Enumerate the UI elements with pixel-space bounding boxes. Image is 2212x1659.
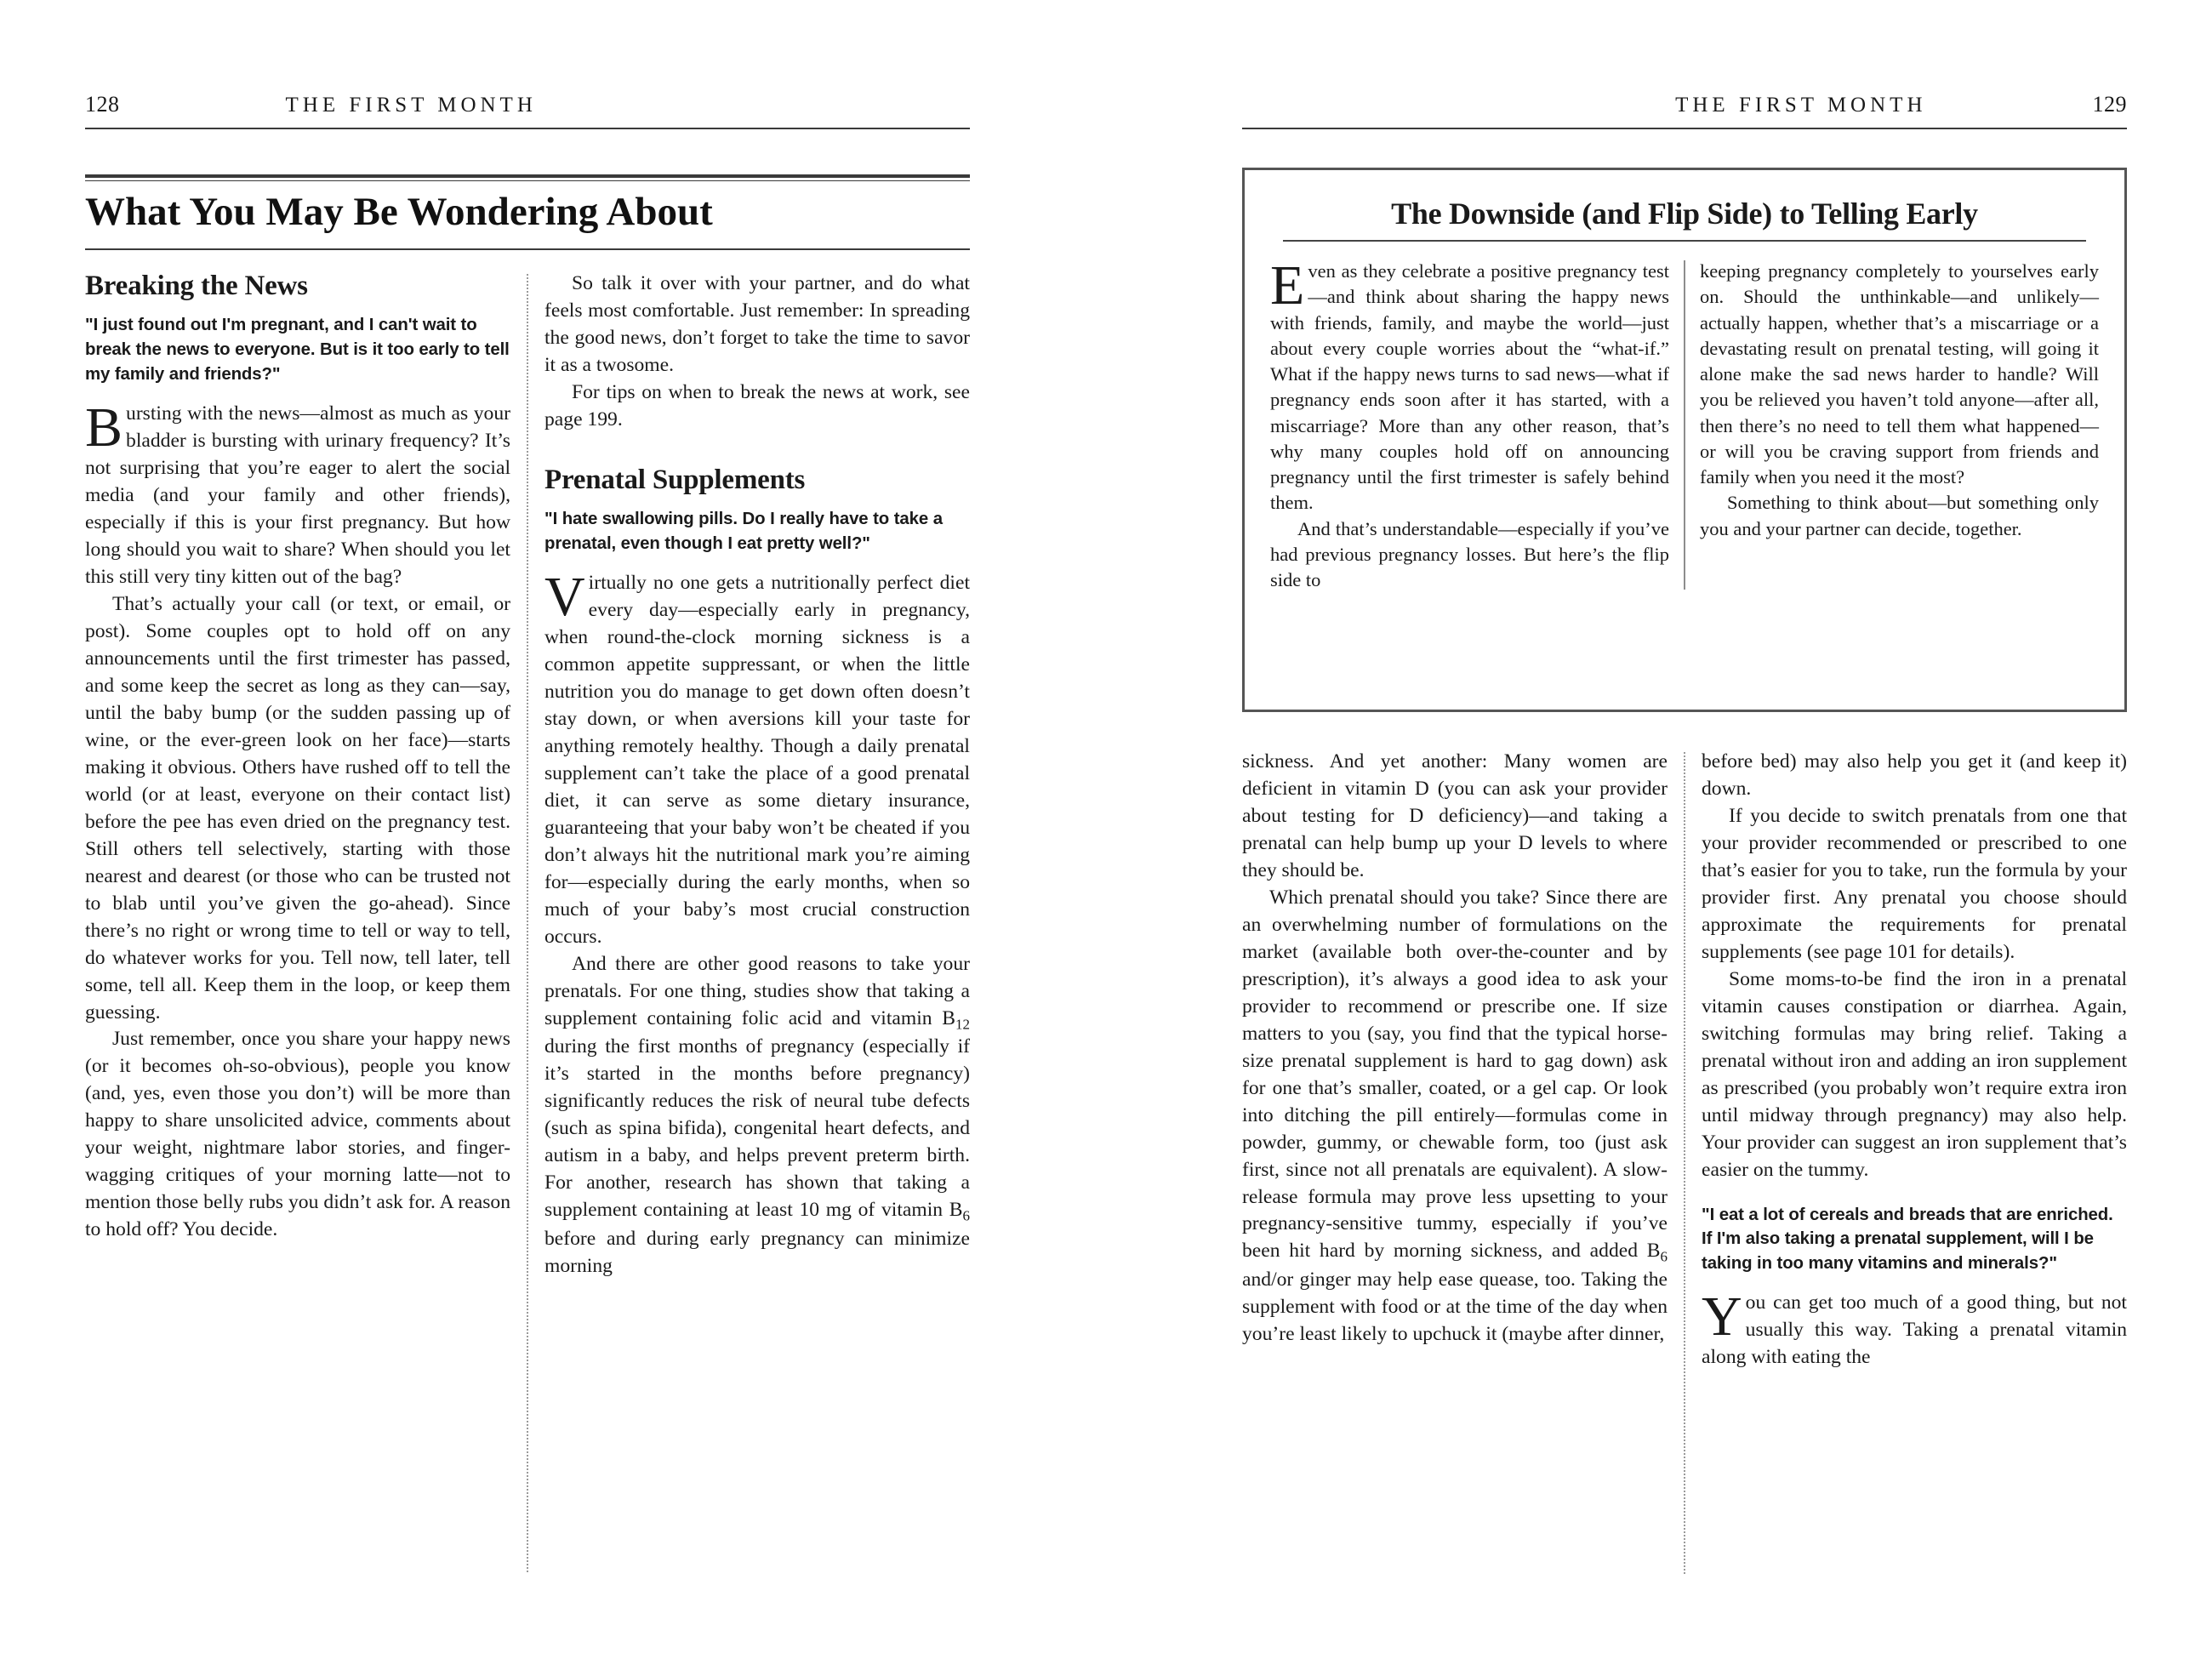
sidebar-box-downside-telling-early — [1242, 168, 2127, 712]
column-divider — [510, 271, 544, 1572]
subscript-12: 12 — [955, 1016, 970, 1033]
sidebar-box-title: The Downside (and Flip Side) to Telling Early — [1391, 197, 1978, 231]
paragraph: So talk it over with your partner, and do what feels most comfortable. Just remember: In spreading the good news, don’t forget to take the time to savor it as a twosome. — [544, 272, 970, 376]
reader-question-1: "I just found out I'm pregnant, and I can't wait to break the news to everyone. But is it too early to tell my family and friends?" — [85, 316, 510, 385]
column-1-right — [1242, 749, 1668, 1574]
section-title: What You May Be Wondering About — [85, 190, 713, 234]
subhead-prenatal-supplements: Prenatal Supplements — [544, 464, 806, 495]
paragraph-b12 — [544, 951, 970, 1280]
section-rule-thin — [85, 180, 970, 181]
paragraph: For tips on when to break the news at work, see page 199. — [544, 380, 970, 430]
sidebar-column-2 — [1700, 259, 2099, 593]
running-head-left — [85, 92, 1021, 126]
paragraph: If you decide to switch prenatals from one that your provider recommended or prescribed to one that’s easier for you to take, run the formula by your provider first. Any prenatal you choose should approximate the requirements for prenatal supplements (see page 101 for details). — [1702, 804, 2127, 963]
subscript-6: 6 — [1660, 1249, 1668, 1266]
running-head-title-right: THE FIRST MONTH — [1675, 94, 1927, 117]
running-head-title-left: THE FIRST MONTH — [285, 94, 537, 117]
subscript-6: 6 — [962, 1207, 970, 1224]
paragraph: keeping pregnancy completely to yourselves early on. Should the unthinkable—and unlikely—actually happen, whether that’s a miscarriage or a devastating result on prenatal testing, will going it alone make the sad news harder to handle? Will you be relieved you haven’t told anyone—after all, then there’s no need to tell them what happened—or will you be craving support from friends and family when you need it the most? — [1699, 260, 2099, 487]
section-rule-bottom — [85, 248, 970, 250]
column-divider — [1668, 749, 1702, 1574]
header-rule-left — [85, 128, 970, 129]
paragraph: before bed) may also help you get it (and keep it) down. — [1702, 750, 2127, 800]
sidebar-column-1 — [1270, 254, 1670, 593]
right-page-columns — [1242, 749, 2127, 1574]
paragraph: Virtually no one gets a nutritionally perfect diet every day—especially early in pregnancy, when round-the-clock morning sickness is a common appetite suppressant, or when the little nutrition you do manage to get down often doesn’t stay down, or when aversions kill your taste for anything remotely healthy. Though a daily prenatal supplement can’t take the place of a good prenatal diet, it can serve as some dietary insurance, guaranteeing that your baby won’t be cheated if you don’t always hit the nutritional mark you’re aiming for—especially during the early months, when so much of your baby’s most crucial construction occurs. — [544, 566, 970, 948]
left-page-columns — [85, 271, 970, 1572]
paragraph-which-prenatal — [1242, 885, 1668, 1348]
header-rule-right — [1242, 128, 2127, 129]
text-run: and/or ginger may help ease quease, too. Taking the supplement with food or at the time of the day when you’re least likely to upchuck it (maybe after dinner, — [1242, 1268, 1668, 1346]
paragraph: Just remember, once you share your happy news (or it becomes oh-so-obvious), people you know (and, yes, even those you don’t) will be more than happy to share unsolicited advice, comments about your weight, nightmare labor stories, and finger-wagging critiques of your morning latte—not to mention those belly rubs you didn’t ask for. A reason to hold off? You decide. — [85, 1028, 510, 1241]
text-run: during the first months of pregnancy (especially if it’s started in the months before pregnancy) significantly reduces the risk of neural tube defects (such as spina bifida), congenital heart defects, and autism in a baby, and helps prevent preterm birth. For another, research has shown that taking a supplement containing at least 10 mg of vitamin B — [544, 1035, 970, 1222]
paragraph: Even as they celebrate a positive pregnancy test—and think about sharing the happy news with friends, family, and maybe the world—just about every couple worries about the “what-if.” What if the happy news turns to sad news—what if pregnancy ends soon after it has started, with a miscarriage? More than any other reason, that’s why many couples hold off on announcing pregnancy until the first trimester is safely behind them. — [1270, 254, 1670, 514]
paragraph: Bursting with the news—almost as much as your bladder is bursting with urinary frequency? It’s not surprising that you’re eager to alert the social media (and your family and other friends), especially if this is your first pregnancy. But how long should you wait to share? When should you let this still very tiny kitten out of the bag? — [85, 396, 510, 589]
paragraph: Something to think about—but something only you and your partner can decide, together. — [1699, 492, 2099, 539]
paragraph: sickness. And yet another: Many women are deficient in vitamin D (you can ask your provider about testing for D deficiency)—and taking a prenatal can help bump up your D levels to where they should be. — [1242, 750, 1668, 881]
column-1-left — [85, 271, 510, 1572]
sidebar-box-columns — [1270, 254, 2099, 593]
reader-question-3: "I eat a lot of cereals and breads that are enriched. If I'm also taking a prenatal supplement, will I be taking in too many vitamins and minerals?" — [1702, 1205, 2113, 1274]
column-2-right — [1702, 749, 2127, 1574]
folio-left: 128 — [85, 92, 120, 117]
sidebar-column-divider — [1669, 259, 1700, 593]
paragraph: And that’s understandable—especially if you’ve had previous pregnancy losses. But here’s the flip side to — [1270, 517, 1670, 590]
page-right — [1106, 0, 2212, 1659]
column-2-left — [544, 271, 970, 1572]
text-run: Which prenatal should you take? Since there are an overwhelming number of formulations on the market (available both over-the-counter and by prescription), it’s always a good idea to ask your provider to recommend or prescribe one. If size matters to you (say, you find that the typical horse-size prenatal supplement is hard to gag down) ask for one that’s smaller, coated, or a gel cap. Or look into ditching the pill entirely—formulas come in powder, gummy, or chewable form, too (just ask first, since not all prenatals are equivalent). A slow-release formula may prove less upsetting to your pregnancy-sensitive tummy, especially if you’ve been hit hard by morning sickness, and added B — [1242, 886, 1668, 1263]
paragraph: You can get too much of a good thing, but not usually this way. Taking a prenatal vitamin along with eating the — [1702, 1286, 2127, 1369]
paragraph: That’s actually your call (or text, or email, or post). Some couples opt to hold off on any announcements until the first trimester has passed, and some keep the secret as long as they can—say, until the baby bump (or the sudden passing up of wine, or the ever-green look on her face)—starts making it obvious. Others have rushed off to tell the world (or at least, everyone on their contact list) before the pee has even dried on the pregnancy test. Still others tell selectively, starting with those nearest and dearest (or those who can be trusted not to blab until you’ve given the go-ahead). Since there’s no right or wrong time to tell or way to tell, do whatever works for you. Tell now, tell later, tell some, tell all. Keep them in the loop, or keep them guessing. — [85, 592, 510, 1023]
section-rule-top — [85, 174, 970, 178]
text-run: before and during early pregnancy can minimize morning — [544, 1227, 970, 1277]
sidebar-box-rule — [1283, 240, 2087, 242]
paragraph: Some moms-to-be find the iron in a prenatal vitamin causes constipation or diarrhea. Again, switching formulas may bring relief. Taking a prenatal without iron and adding an iron supplement as prescribed (you probably won’t require extra iron until midway through pregnancy) may also help. Your provider can suggest an iron supplement that’s easier on the tummy. — [1702, 967, 2127, 1181]
text-run: And there are other good reasons to take your prenatals. For one thing, studies show that taking a supplement containing folic acid and vitamin B — [544, 952, 970, 1029]
sidebar-box-inner — [1245, 170, 2124, 710]
reader-question-2: "I hate swallowing pills. Do I really have to take a prenatal, even though I eat pretty well?" — [544, 510, 943, 554]
folio-right: 129 — [2092, 92, 2127, 117]
running-head-right — [1191, 92, 2127, 126]
subhead-breaking-the-news: Breaking the News — [85, 271, 308, 301]
